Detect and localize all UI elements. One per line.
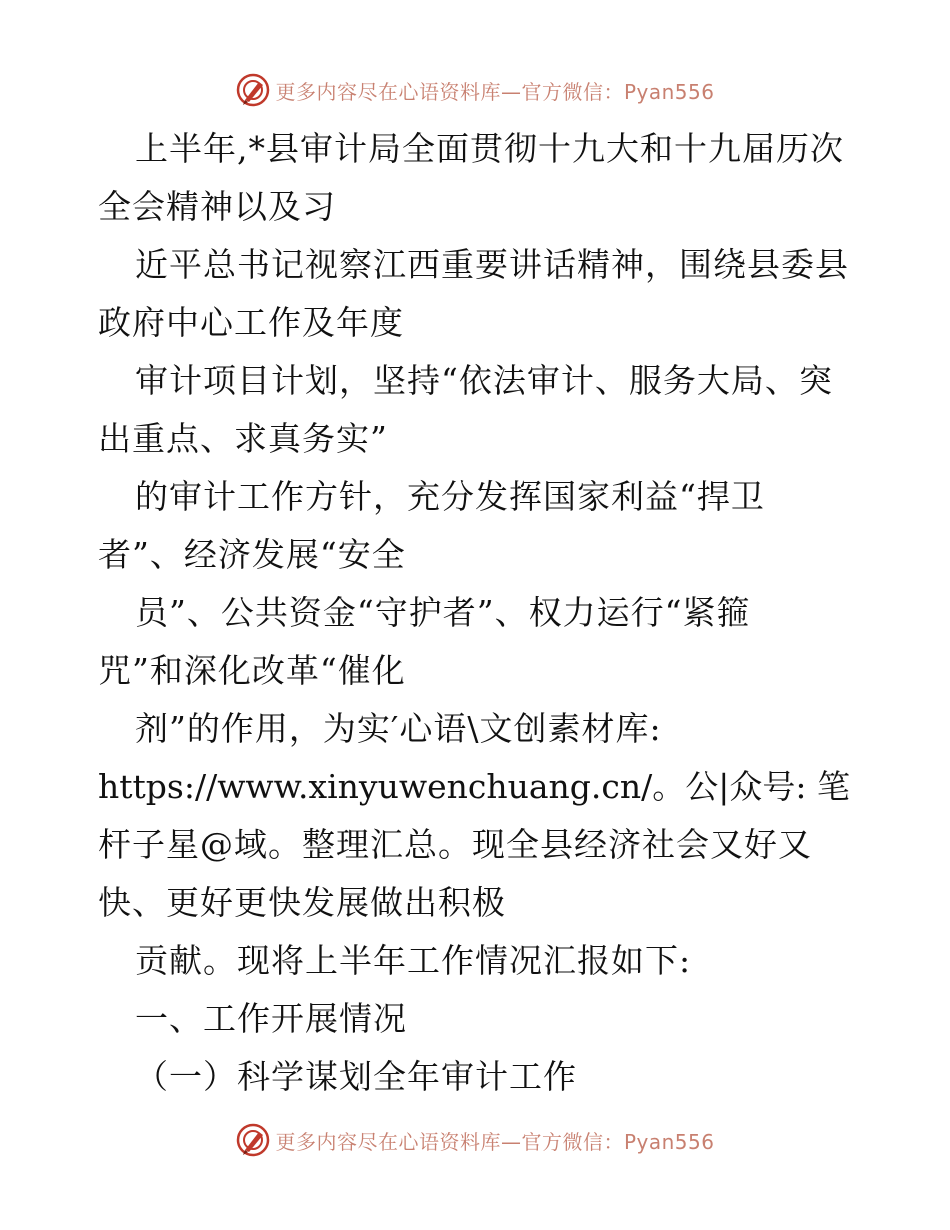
paragraph-line: 审计项目计划，坚持“依法审计、服务大局、突 (135, 361, 833, 400)
document-body (98, 120, 858, 1106)
paragraph-line: 贡献。现将上半年工作情况汇报如下: (135, 941, 692, 980)
banner-text: 更多内容尽在心语资料库—官方微信：Pyan556 (275, 1129, 715, 1154)
paragraph-line: 上半年,*县审计局全面贯彻十九大和十九届历次 (135, 129, 844, 168)
section-heading: 一、工作开展情况 (135, 999, 407, 1038)
paragraph-line: 出重点、求真务实” (98, 419, 388, 458)
paragraph-line: 的审计工作方针，充分发挥国家利益“捍卫 (135, 477, 765, 516)
paragraph-line: 剂”的作用，为实′心语\文创素材库: (135, 709, 662, 748)
pen-logo-icon (235, 1122, 271, 1158)
paragraph-line: 快、更好更快发展做出积极 (98, 883, 506, 922)
paragraph-line: 者”、经济发展“安全 (98, 535, 406, 574)
paragraph-line: 杆子星@域。整理汇总。现全县经济社会又好又 (98, 825, 812, 864)
header-watermark-banner (0, 68, 950, 112)
pen-logo-icon (235, 72, 271, 108)
paragraph-line: 员”、公共资金“守护者”、权力运行“紧箍 (135, 593, 751, 632)
paragraph-line: https://www.xinyuwenchuang.cn/。公|众号: 笔 (98, 767, 850, 806)
paragraph-line: 政府中心工作及年度 (98, 303, 404, 342)
footer-watermark-banner (0, 1118, 950, 1162)
paragraph-line: 近平总书记视察江西重要讲话精神，围绕县委县 (135, 245, 849, 284)
subsection-heading: （一）科学谋划全年审计工作 (135, 1057, 577, 1096)
banner-text: 更多内容尽在心语资料库—官方微信：Pyan556 (275, 79, 715, 104)
paragraph-line: 咒”和深化改革“催化 (98, 651, 406, 690)
paragraph-line: 全会精神以及习 (98, 187, 336, 226)
